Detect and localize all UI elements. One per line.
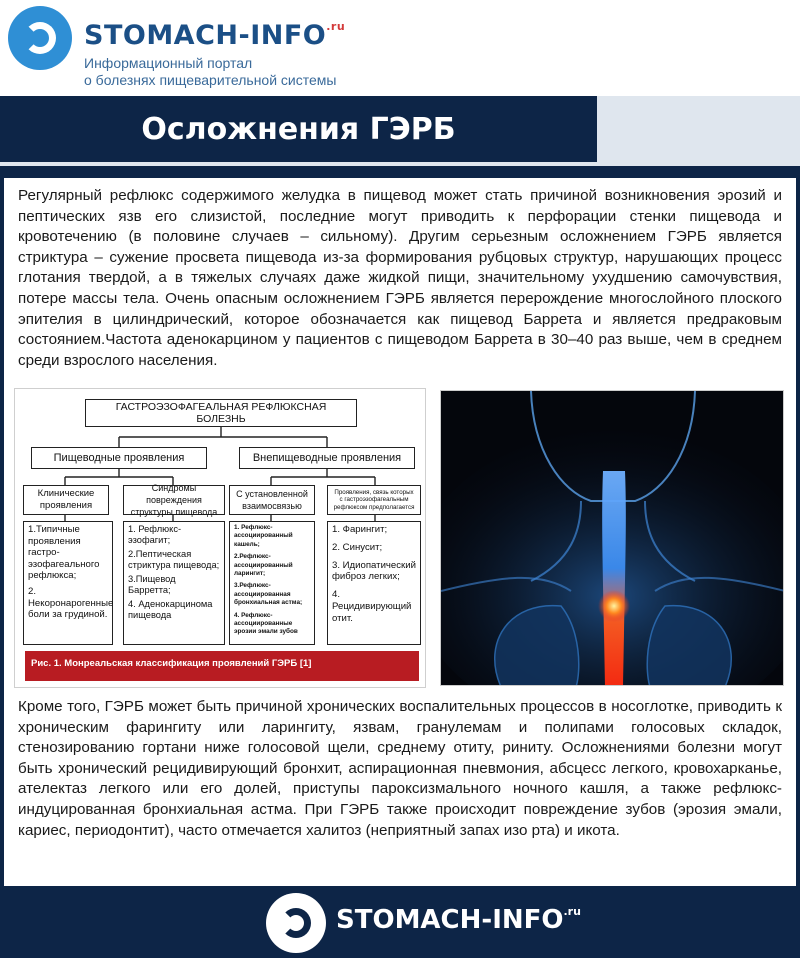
title-bar [0, 96, 597, 162]
article-paragraph-1: Регулярный рефлюкс содержимого желудка в пищевод может стать причиной возникновения эрозий и пептических язв его слизистой, последние могут приводить к перфорации стенки пищевода и кровотечению (в половине случаев – сильному). Другим серьезным осложнением ГЭРБ является стриктура – сужение просвета пищевода из-за формирования рубцовых структур, нарушающих процесс глотания твердой, а в тяжелых случаях даже жидкой пищи, значительному ухудшению самочувствия, потере массы тела. Очень опасным осложнением ГЭРБ является перерождение многослойного плоского эпителия в цилиндрический, которое обозначается как пищевод Баррета и является предраковым состоянием.Частота аденокарцином у пациентов с пищеводом Баррета в 30–40 раз выше, чем в среднем среди взрослого населения. [18, 187, 782, 369]
site-brand[interactable]: STOMACH-$INFO^{.ru}$ [84, 20, 346, 51]
scheme-col2-list: 1. Рефлюкс-эзофагит; 2.Пептическая стриктура пищевода; 3.Пищевод Барретта; 4. Аденокарцинома пищевода [123, 521, 225, 645]
scheme-caption: Рис. 1. Монреальская классификация проявлений ГЭРБ [1] [25, 651, 419, 681]
site-logo-icon[interactable] [8, 6, 72, 70]
site-tagline: Информационный портал о болезнях пищеварительной системы [84, 55, 337, 88]
scheme-right-branch: Внепищеводные проявления [239, 447, 415, 469]
scheme-left-branch: Пищеводные проявления [31, 447, 207, 469]
scheme-col4-header: Проявления, связь которых с гастроэзофагеальным рефлюксом предполагается [327, 485, 421, 515]
esophagus-illustration [440, 390, 784, 686]
footer-brand[interactable]: STOMACH-$INFO^{.ru}$ [336, 905, 581, 935]
classification-scheme [14, 388, 426, 688]
article-paragraph-2: Кроме того, ГЭРБ может быть причиной хронических воспалительных процессов в носоглотке, приводить к хроническим фарингиту или ларингиту, язвам, гранулемам и полипами голосовых складок, стенозированию гортани ниже голосовой щели, среднему отиту, риниту. Осложнениями болезни могут быть хронический рецидивирующий бронхит, аспирационная пневмония, абсцесс легкого, кровохарканье, ателектаз легкого или его долей, приступы пароксизмального ночного кашля, а также рефлюкс-индуцированная бронхиальная астма. При ГЭРБ также происходит повреждение зубов (эрозия эмали, кариес, периодонтит), часто отмечается халитоз (неприятный запах изо рта) и икота. [18, 698, 782, 839]
article-content [4, 178, 796, 886]
scheme-col1-list: 1.Типичные проявления гастро-эзофагеального рефлюкса; 2. Некоронарогенные боли за грудиной. [23, 521, 113, 645]
scheme-col3-list: 1. Рефлюкс-ассоциированный кашель; 2.Рефлюкс-ассоциированный ларингит; 3.Рефлюкс-ассоциированная бронхиальная астма; 4. Рефлюкс-ассоциированные эрозии эмали зубов [229, 521, 315, 645]
scheme-col4-list: 1. Фарингит; 2. Синусит; 3. Идиопатический фиброз легких; 4. Рецидивирующий отит. [327, 521, 421, 645]
site-header [0, 0, 800, 100]
scheme-col1-header: Клинические проявления [23, 485, 109, 515]
scheme-col2-header: Синдромы повреждения структуры пищевода [123, 485, 225, 515]
scheme-root-box: ГАСТРОЭЗОФАГЕАЛЬНАЯ РЕФЛЮКСНАЯ БОЛЕЗНЬ [85, 399, 357, 427]
esophagus-image-icon [441, 391, 784, 686]
footer-logo-icon[interactable] [266, 893, 326, 953]
page-title: Осложнения ГЭРБ [141, 111, 456, 147]
scheme-col3-header: С установленной взаимосвязью [229, 485, 315, 515]
